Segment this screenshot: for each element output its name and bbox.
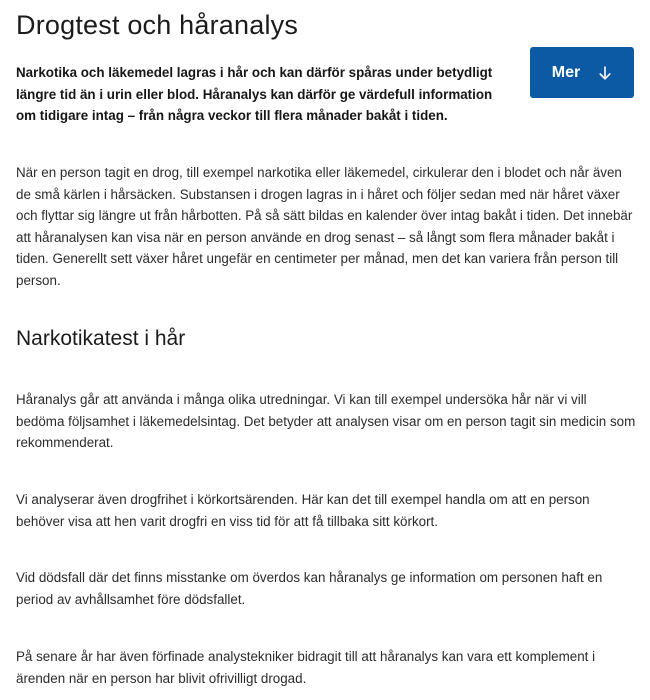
more-button[interactable] xyxy=(530,47,634,98)
section-paragraph: Håranalys går att använda i många olika utredningar. Vi kan till exempel undersöka hår när vi vill bedöma följsamhet i läkemedelsintag. Det betyder att analysen visar om en person tagit sin medicin som rekommenderat. xyxy=(16,392,636,451)
lead-paragraph: Narkotika och läkemedel lagras i hår och kan därför spåras under betydligt längre tid än i urin eller blod. Håranalys kan därför ge värdefull information om tidigare intag – från några veckor till flera månader bakåt i tiden. xyxy=(16,65,493,123)
more-button-label: Mer xyxy=(551,63,581,81)
section-paragraph: Vid dödsfall där det finns misstanke om överdos kan håranalys ge information om personen haft en period av avhållsamhet före dödsfallet. xyxy=(16,570,603,607)
arrow-down-icon xyxy=(598,65,612,81)
section-heading: Narkotikatest i hår xyxy=(16,327,186,350)
intro-paragraph: När en person tagit en drog, till exempel narkotika eller läkemedel, cirkulerar den i blodet och når även de små kärlen i hårsäcken. Substansen i drogen lagras in i håret och följer sedan med när håret växer och flyttar sig längre ut från hårbotten. På så sätt bildas en kalender över intag bakåt i tiden. Det innebär att håranalysen kan visa när en person använde en drog senast – så långt som flera månader bakåt i tiden. Generellt sett växer håret ungefär en centimeter per månad, men det kan variera från person till person. xyxy=(16,165,633,288)
section-paragraph: Vi analyserar även drogfrihet i körkortsärenden. Här kan det till exempel handla om att en person behöver visa att hen varit drogfri en viss tid för att få tillbaka sitt körkort. xyxy=(16,492,590,529)
page-title: Drogtest och håranalys xyxy=(16,10,299,40)
section-paragraph: På senare år har även förfinade analystekniker bidragit till att håranalys kan vara ett komplement i ärenden när en person har blivit ofrivilligt drogad. xyxy=(16,649,596,686)
